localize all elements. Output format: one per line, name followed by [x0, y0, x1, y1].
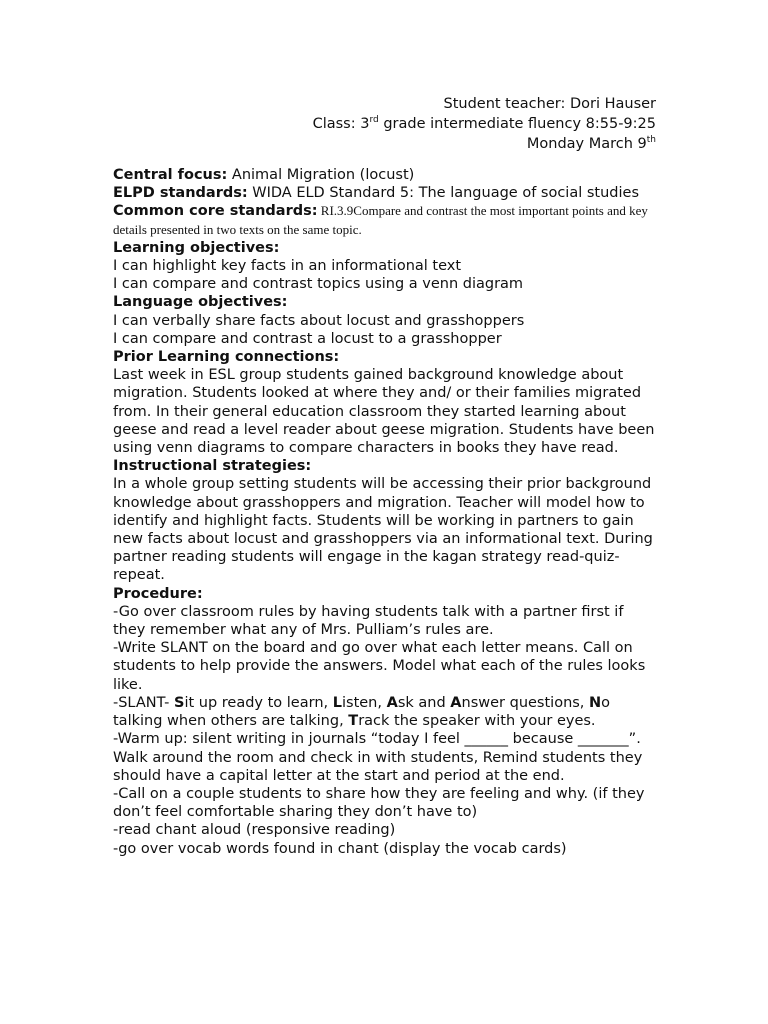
elpd-label: ELPD standards: [113, 185, 248, 202]
slant-letter: A [386, 694, 398, 711]
procedure-step: -Write SLANT on the board and go over what each letter means. Call on students to help provide the answers. Model what each of the rules looks like. [113, 640, 646, 693]
common-core-standards [113, 202, 658, 238]
student-teacher-line: Student teacher: Dori Hauser [443, 96, 656, 112]
elpd-standards [113, 184, 658, 202]
slant-text: nswer questions, [461, 694, 590, 711]
slant-prefix: -SLANT- [113, 694, 174, 711]
prior-learning-heading: Prior Learning connections: [113, 349, 340, 366]
slant-text: isten, [341, 694, 387, 711]
language-objective-item: I can compare and contrast a locust to a grasshopper [113, 330, 502, 347]
slant-text: it up ready to learn, [184, 694, 333, 711]
date-superscript: th [646, 135, 656, 145]
prior-learning-text: Last week in ESL group students gained background knowledge about migration. Students looked at where they and/ or their families migrated from. In their general education classroom they started learning about geese and read a level reader about geese migration. Students have been using venn diagrams to compare characters in books they have read. [113, 367, 655, 457]
slant-text: o talking when others are talking, [113, 694, 611, 730]
common-core-text: RI.3.9Compare and contrast the most important points and key details presented in two texts on the same topic. [113, 203, 648, 237]
document-body [113, 166, 658, 858]
slant-letter: A [450, 694, 462, 711]
slant-letter: S [173, 694, 185, 711]
central-focus [113, 166, 658, 184]
elpd-text: WIDA ELD Standard 5: The language of social studies [247, 185, 639, 202]
language-objective-item: I can verbally share facts about locust and grasshoppers [113, 312, 525, 329]
central-focus-text: Animal Migration (locust) [227, 167, 415, 183]
learning-objective-item: I can highlight key facts in an informational text [113, 258, 462, 275]
procedure-heading: Procedure: [113, 585, 203, 602]
slant-letter: N [589, 694, 602, 711]
learning-objectives-heading: Learning objectives: [113, 239, 280, 256]
date-prefix: Monday March 9 [526, 136, 647, 152]
learning-objective-item: I can compare and contrast topics using a venn diagram [113, 276, 524, 293]
slant-letter: L [332, 694, 342, 711]
procedure-step: -read chant aloud (responsive reading) [113, 822, 396, 839]
central-focus-label: Central focus: [113, 167, 228, 183]
procedure-slant-step [113, 694, 658, 730]
slant-text: sk and [397, 694, 451, 711]
class-superscript: rd [369, 115, 379, 125]
class-suffix: grade intermediate fluency 8:55-9:25 [378, 116, 656, 132]
slant-text: rack the speaker with your eyes. [358, 713, 596, 730]
class-line [313, 114, 656, 134]
date-line [313, 134, 656, 154]
class-prefix: Class: 3 [312, 116, 370, 132]
slant-letter: T [348, 713, 359, 730]
procedure-step: -go over vocab words found in chant (display the vocab cards) [113, 840, 567, 857]
procedure-step: -Go over classroom rules by having students talk with a partner first if they remember what any of Mrs. Pulliam’s rules are. [113, 603, 624, 639]
procedure-step: -Call on a couple students to share how they are feeling and why. (if they don’t feel comfortable sharing they don’t have to) [113, 785, 645, 821]
procedure-step: -Warm up: silent writing in journals “today I feel ______ because _______”. Walk around the room and check in with students, Remind students they should have a capital letter at the start and period at the end. [113, 731, 643, 784]
common-core-label: Common core standards: [113, 203, 318, 220]
header-block [313, 94, 656, 154]
language-objectives-heading: Language objectives: [113, 294, 288, 311]
instructional-strategies-text: In a whole group setting students will be accessing their prior background knowledge about grasshoppers and migration. Teacher will model how to identify and highlight facts. Students will be working in partners to gain new facts about locust and grasshoppers via an informational text. During partner reading students will engage in the kagan strategy read-quiz-repeat. [113, 476, 653, 584]
instructional-strategies-heading: Instructional strategies: [113, 458, 312, 475]
